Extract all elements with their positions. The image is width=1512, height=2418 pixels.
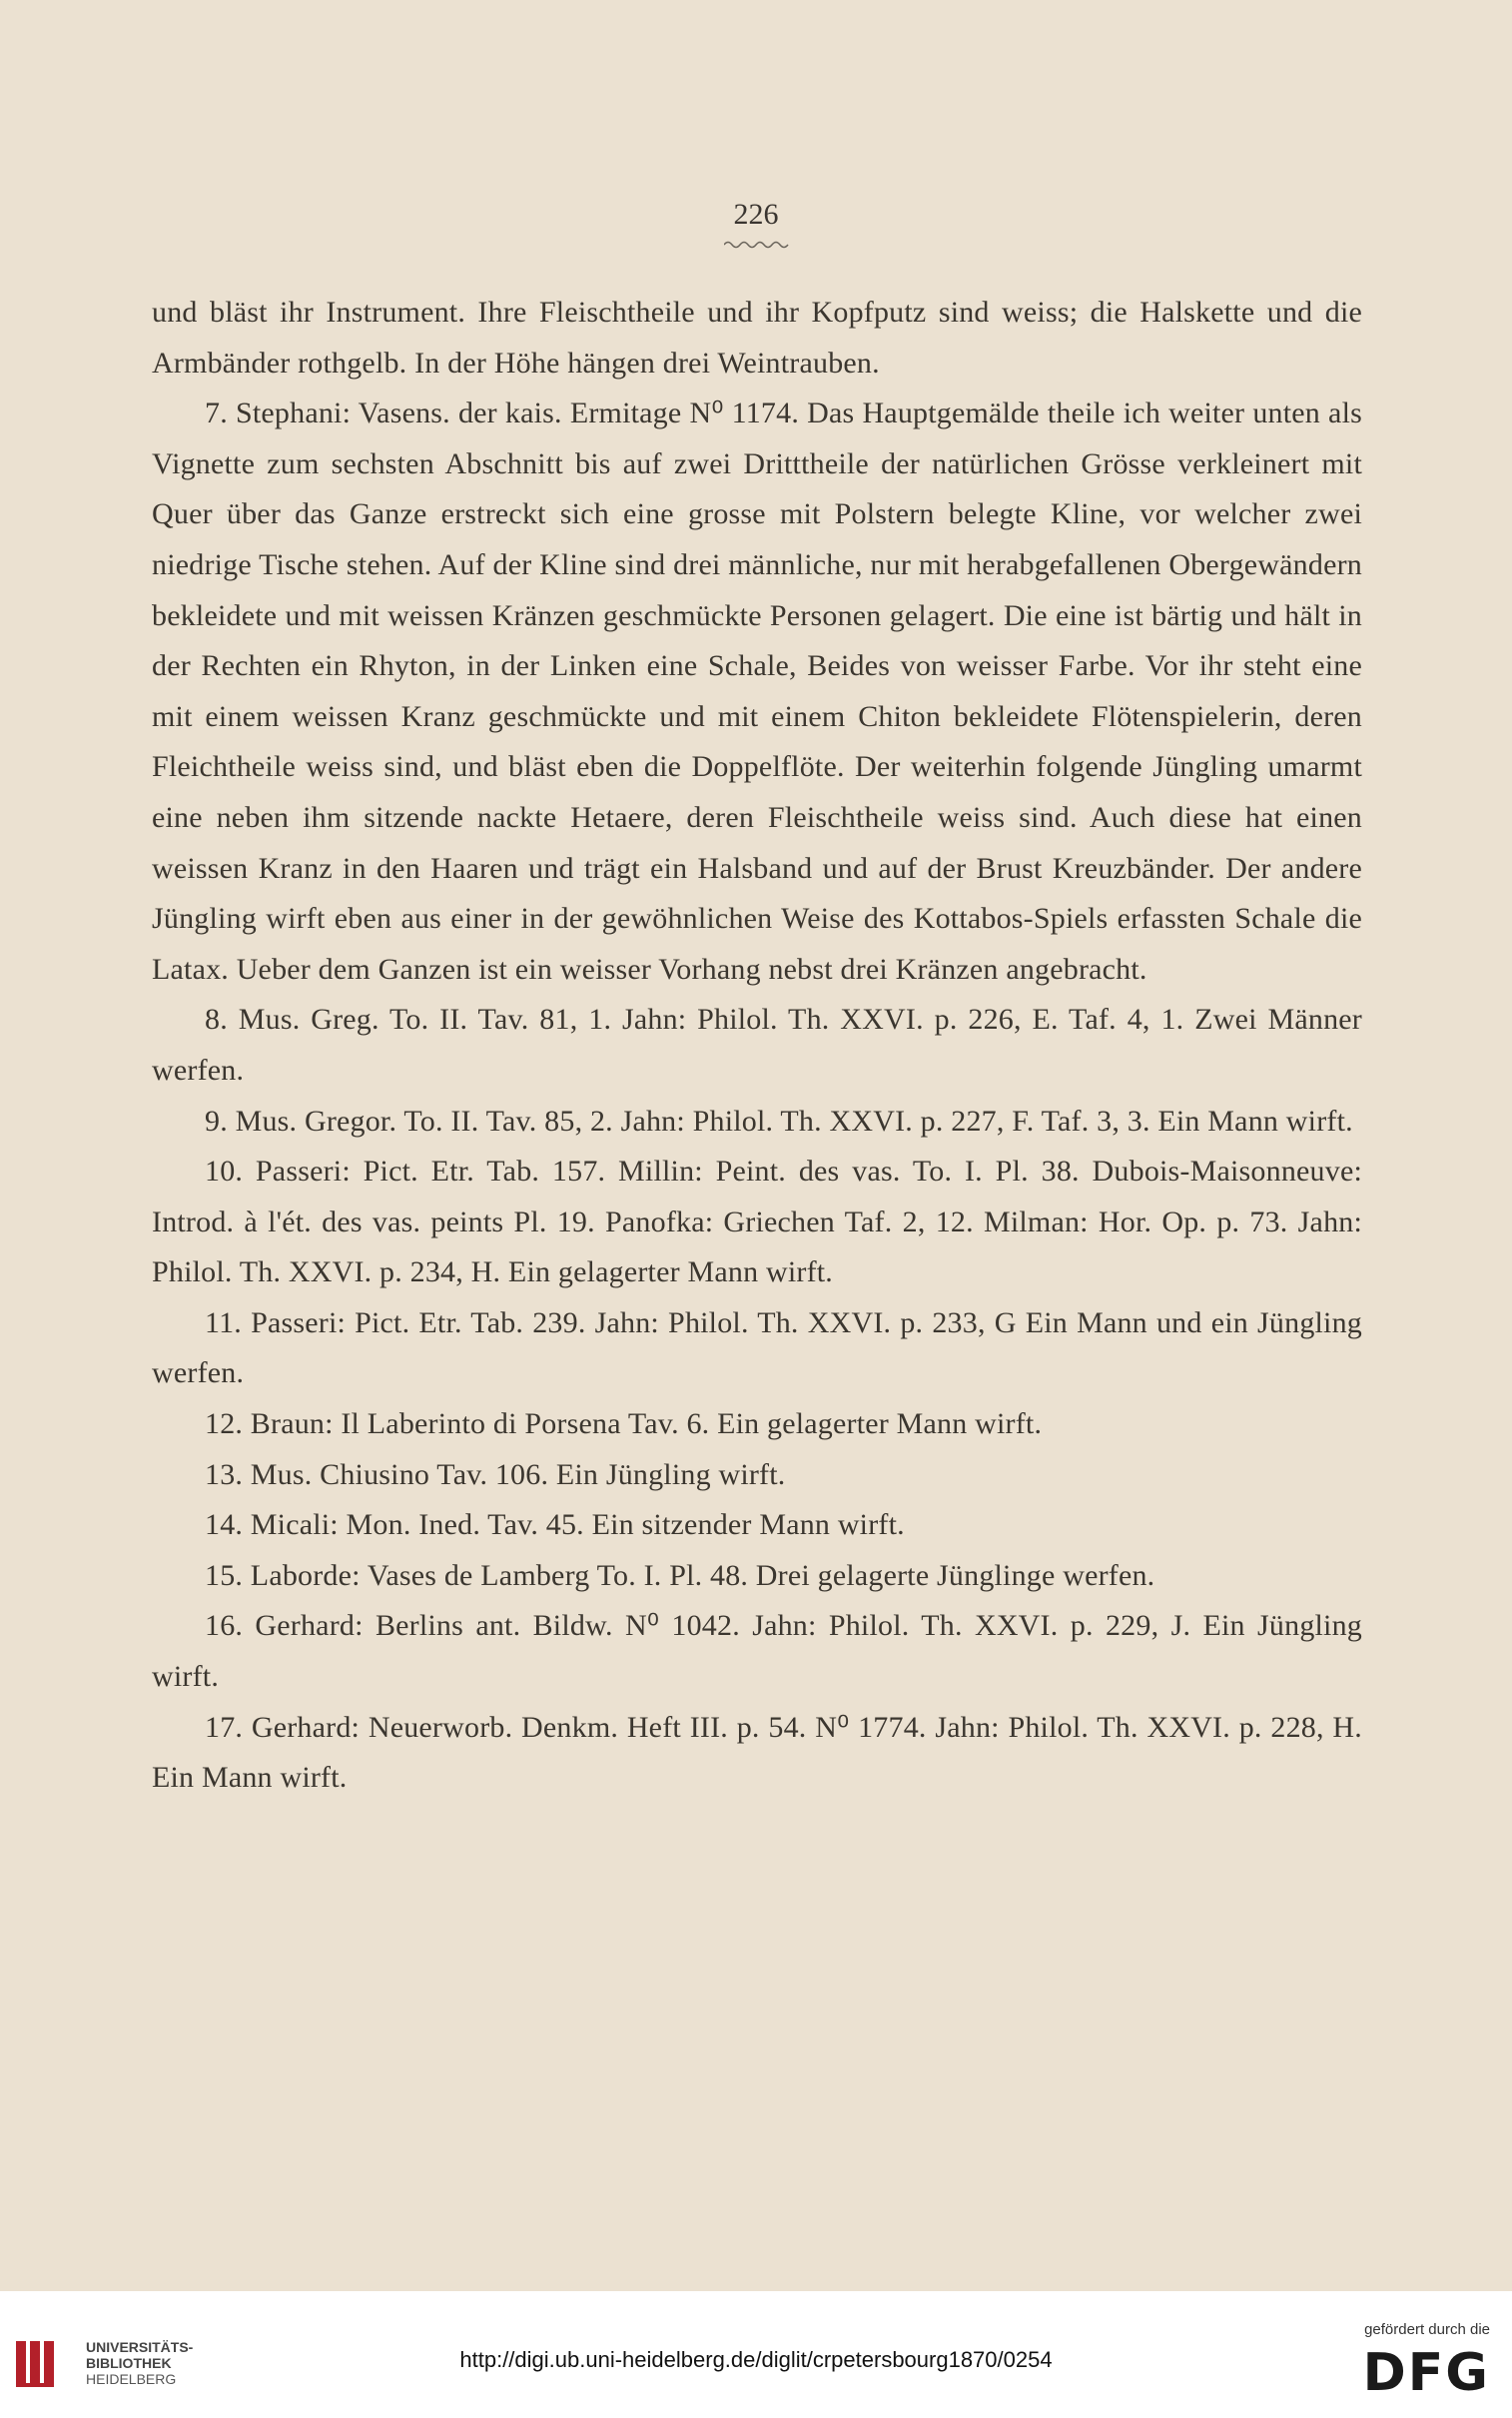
paragraph-14: 14. Micali: Mon. Ined. Tav. 45. Ein sitzender Mann wirft. [205,1508,905,1542]
page-number: 226 [733,198,779,231]
funding-caption: gefördert durch die [1364,2321,1490,2338]
paragraph-7: 7. Stephani: Vasens. der kais. Ermitage N⁰ 1174. Das Hauptgemälde theile ich weiter unten als Vignette zum sechsten Abschnitt bis auf zwei Dritttheile der natürlichen Grösse verkleinert mit Quer über das Ganze erstreckt sich eine grosse mit Polstern belegte Kline, vor welcher zwei niedrige Tische stehen. Auf der Kline sind drei männliche, nur mit herabgefallenen Obergewändern bekleidete und mit weissen Kränzen geschmückte Personen gelagert. Die eine ist bärtig und hält in der Rechten ein Rhyton, in der Linken eine Schale, Beides von weisser Farbe. Vor ihr steht eine mit einem weissen Kranz geschmückte und mit einem Chiton bekleidete Flötenspielerin, deren Fleichtheile weiss sind, und bläst eben die Doppelflöte. Der weiterhin folgende Jüngling umarmt eine neben ihm sitzende nackte Hetaere, deren Fleischtheile weiss sind. Auch diese hat einen weissen Kranz in den Haaren und trägt ein Halsband und auf der Brust Kreuzbänder. Der andere Jüngling wirft eben aus einer in der gewöhnlichen Weise des Kottabos-Spiels erfassten Schale die Latax. Ueber dem Ganzen ist ein weisser Vorhang nebst drei Kränzen angebracht. [152,397,1362,986]
footer-bar [0,2291,1512,2418]
source-url-link[interactable]: http://digi.ub.uni-heidelberg.de/diglit/crpetersbourg1870/0254 [459,2347,1053,2372]
library-name: UNIVERSITÄTS- BIBLIOTHEK HEIDELBERG [86,2339,194,2387]
paragraph-1: und bläst ihr Instrument. Ihre Fleischtheile und ihr Kopfputz sind weiss; die Halskette und die Armbänder rothgelb. In der Höhe hängen drei Weintrauben. [152,296,1362,380]
paragraph-11: 11. Passeri: Pict. Etr. Tab. 239. Jahn: Philol. Th. XXVI. p. 233, G Ein Mann und ein Jüngling werfen. [152,1305,1362,1390]
dfg-logo-icon: DFG [1362,2343,1490,2403]
paragraph-10: 10. Passeri: Pict. Etr. Tab. 157. Millin: Peint. des vas. To. I. Pl. 38. Dubois-Maisonneuve: Introd. à l'ét. des vas. peints Pl. 19. Panofka: Griechen Taf. 2, 12. Milman: Hor. Op. p. 73. Jahn: Philol. Th. XXVI. p. 234, H. Ein gelagerter Mann wirft. [152,1155,1362,1289]
paragraph-8: 8. Mus. Greg. To. II. Tav. 81, 1. Jahn: Philol. Th. XXVI. p. 226, E. Taf. 4, 1. Zwei Männer werfen. [152,1003,1362,1087]
paragraph-15: 15. Laborde: Vases de Lamberg To. I. Pl. 48. Drei gelagerte Jünglinge werfen. [205,1558,1155,1592]
paragraph-17: 17. Gerhard: Neuerworb. Denkm. Heft III. p. 54. N⁰ 1774. Jahn: Philol. Th. XXVI. p. 228, H. Ein Mann wirft. [152,1710,1362,1795]
ornament-squiggle [724,240,790,250]
paragraph-9: 9. Mus. Gregor. To. II. Tav. 85, 2. Jahn: Philol. Th. XXVI. p. 227, F. Taf. 3, 3. Ein Mann wirft. [205,1104,1353,1138]
paragraph-12: 12. Braun: Il Laberinto di Porsena Tav. 6. Ein gelagerter Mann wirft. [205,1407,1043,1441]
body-text [152,288,1362,1804]
paragraph-13: 13. Mus. Chiusino Tav. 106. Ein Jüngling wirft. [205,1457,786,1491]
paragraph-16: 16. Gerhard: Berlins ant. Bildw. N⁰ 1042. Jahn: Philol. Th. XXVI. p. 229, J. Ein Jüngling wirft. [152,1609,1362,1694]
